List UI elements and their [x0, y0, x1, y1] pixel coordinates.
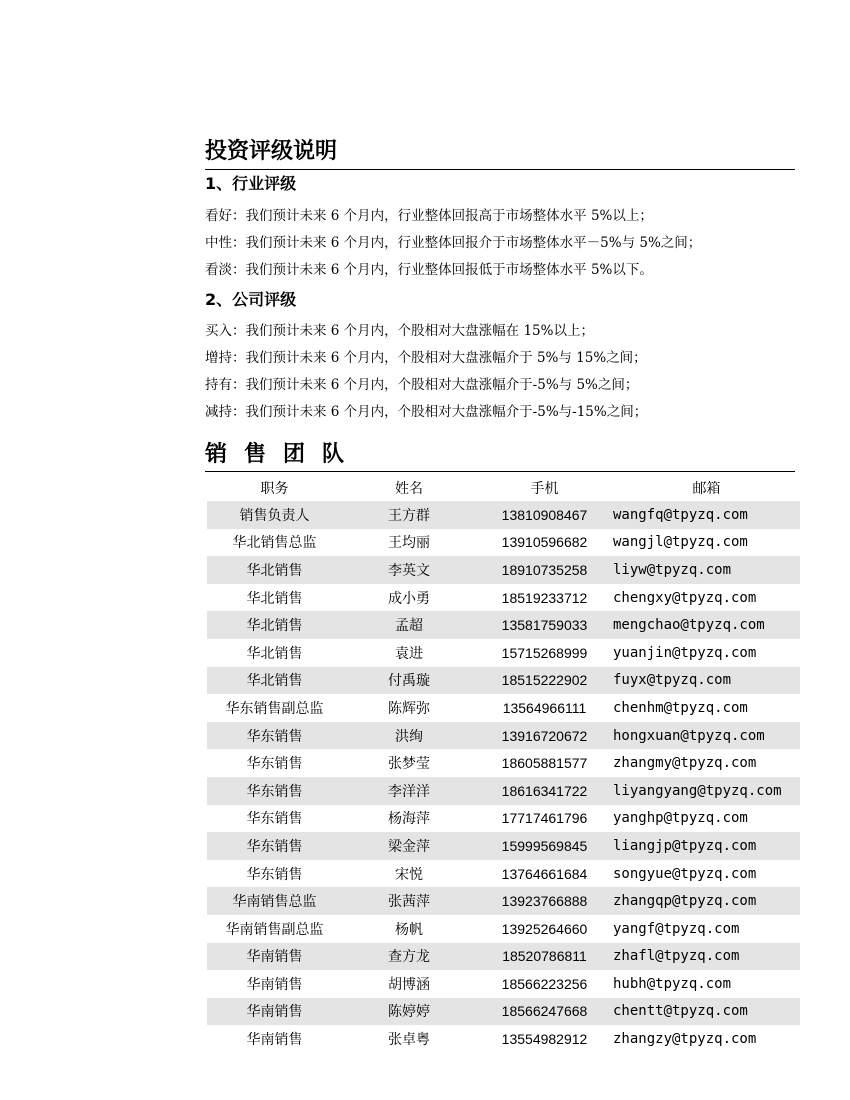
role-cell: 华北销售总监	[232, 535, 317, 552]
industry-rating-heading: 1、行业评级	[205, 174, 297, 193]
phone-cell: 13581759033	[476, 611, 613, 639]
table-row	[207, 1025, 800, 1053]
company-rating-line: 买入：我们预计未来 6 个月内，个股相对大盘涨幅在 15%以上；	[205, 323, 594, 339]
table-row	[207, 584, 800, 612]
name-cell: 胡博涵	[388, 976, 430, 993]
table-row	[207, 998, 800, 1026]
role-cell: 华南销售	[207, 943, 342, 971]
table-header-row	[207, 475, 800, 501]
phone-cell: 13764661684	[501, 865, 588, 882]
name-cell: 王均丽	[388, 535, 430, 552]
table-row	[207, 832, 800, 860]
name-cell: 陈辉弥	[388, 700, 430, 717]
email-cell: chentt@tpyzq.com	[613, 998, 800, 1026]
email-cell: liangjp@tpyzq.com	[613, 832, 800, 860]
email-cell: yangf@tpyzq.com	[613, 920, 740, 937]
phone-cell: 13554982912	[501, 1031, 588, 1048]
email-cell: yuanjin@tpyzq.com	[613, 644, 757, 661]
role-cell: 华东销售	[246, 866, 303, 883]
phone-cell: 18519233712	[501, 589, 588, 606]
role-cell: 华北销售	[246, 590, 303, 607]
email-cell: zhafl@tpyzq.com	[613, 943, 800, 971]
name-cell: 张梦莹	[388, 756, 430, 773]
email-cell: chengxy@tpyzq.com	[613, 589, 757, 606]
name-cell: 张卓粤	[388, 1032, 430, 1049]
name-cell: 李英文	[342, 556, 476, 584]
company-rating-definitions	[205, 318, 647, 426]
email-cell: hubh@tpyzq.com	[613, 975, 732, 992]
phone-cell: 18910735258	[476, 556, 613, 584]
phone-cell: 15999569845	[476, 832, 613, 860]
table-row	[207, 529, 800, 557]
role-cell: 华南销售	[207, 998, 342, 1026]
header-role: 职务	[260, 481, 289, 497]
header-phone: 手机	[530, 481, 559, 497]
email-cell: zhangqp@tpyzq.com	[613, 887, 800, 915]
role-cell: 华北销售	[207, 667, 342, 695]
table-row	[207, 611, 800, 639]
title-divider	[205, 169, 795, 170]
name-cell: 张茜萍	[342, 887, 476, 915]
industry-rating-line: 中性：我们预计未来 6 个月内，行业整体回报介于市场整体水平－5%与 5%之间；	[205, 235, 702, 251]
header-name: 姓名	[395, 481, 423, 497]
phone-cell: 18616341722	[476, 777, 613, 805]
role-cell: 华东销售	[207, 722, 342, 750]
table-row	[207, 887, 800, 915]
phone-cell: 13810908467	[476, 501, 613, 529]
role-cell: 华南销售副总监	[225, 921, 324, 938]
table-row	[207, 860, 800, 888]
table-row	[207, 749, 800, 777]
email-cell: chenhm@tpyzq.com	[613, 699, 748, 716]
email-cell: liyangyang@tpyzq.com	[613, 777, 800, 805]
phone-cell: 13564966111	[502, 699, 587, 716]
sales-team-rows	[207, 501, 800, 1053]
table-row	[207, 639, 800, 667]
table-row	[207, 915, 800, 943]
table-row	[207, 943, 800, 971]
sales-team-title: 销售团队	[205, 442, 362, 467]
name-cell: 成小勇	[388, 590, 430, 607]
phone-cell: 17717461796	[501, 810, 588, 827]
name-cell: 付禹璇	[342, 667, 476, 695]
sales-team-table	[207, 475, 800, 1053]
table-row	[207, 667, 800, 695]
table-row	[207, 556, 800, 584]
role-cell: 华北销售	[207, 556, 342, 584]
role-cell: 华南销售	[246, 1032, 303, 1049]
name-cell: 孟超	[342, 611, 476, 639]
table-row	[207, 805, 800, 833]
phone-cell: 18605881577	[501, 755, 588, 772]
phone-cell: 13916720672	[476, 722, 613, 750]
email-cell: liyw@tpyzq.com	[613, 556, 800, 584]
email-cell: wangjl@tpyzq.com	[613, 534, 748, 551]
name-cell: 宋悦	[395, 866, 423, 883]
industry-rating-line: 看好：我们预计未来 6 个月内，行业整体回报高于市场整体水平 5%以上；	[205, 208, 653, 224]
company-rating-line: 增持：我们预计未来 6 个月内，个股相对大盘涨幅介于 5%与 15%之间；	[205, 350, 647, 366]
company-rating-line: 减持：我们预计未来 6 个月内，个股相对大盘涨幅介于-5%与-15%之间；	[205, 404, 648, 420]
email-cell: fuyx@tpyzq.com	[613, 667, 800, 695]
name-cell: 袁进	[395, 645, 423, 662]
name-cell: 梁金萍	[342, 832, 476, 860]
table-row	[207, 970, 800, 998]
name-cell: 杨帆	[395, 921, 423, 938]
phone-cell: 15715268999	[501, 644, 588, 661]
email-cell: zhangmy@tpyzq.com	[613, 755, 757, 772]
role-cell: 华东销售	[207, 832, 342, 860]
phone-cell: 13923766888	[476, 887, 613, 915]
phone-cell: 18515222902	[476, 667, 613, 695]
email-cell: wangfq@tpyzq.com	[613, 501, 800, 529]
role-cell: 华东销售副总监	[225, 700, 324, 717]
role-cell: 华东销售	[246, 811, 303, 828]
phone-cell: 18520786811	[476, 943, 613, 971]
email-cell: zhangzy@tpyzq.com	[613, 1031, 757, 1048]
rating-section-title: 投资评级说明	[205, 139, 338, 164]
role-cell: 华东销售	[246, 756, 303, 773]
name-cell: 查方龙	[342, 943, 476, 971]
company-rating-heading: 2、公司评级	[205, 290, 297, 309]
phone-cell: 18566247668	[476, 998, 613, 1026]
role-cell: 华南销售	[246, 976, 303, 993]
role-cell: 销售负责人	[207, 501, 342, 529]
name-cell: 洪绚	[342, 722, 476, 750]
team-divider	[205, 471, 795, 472]
email-cell: songyue@tpyzq.com	[613, 865, 757, 882]
phone-cell: 13910596682	[501, 534, 588, 551]
table-row	[207, 777, 800, 805]
industry-rating-line: 看淡：我们预计未来 6 个月内，行业整体回报低于市场整体水平 5%以下。	[205, 262, 653, 278]
role-cell: 华南销售总监	[207, 887, 342, 915]
name-cell: 王方群	[342, 501, 476, 529]
email-cell: yanghp@tpyzq.com	[613, 810, 748, 827]
table-row	[207, 694, 800, 722]
email-cell: mengchao@tpyzq.com	[613, 611, 800, 639]
table-row	[207, 722, 800, 750]
email-cell: hongxuan@tpyzq.com	[613, 722, 800, 750]
name-cell: 杨海萍	[388, 811, 430, 828]
company-rating-line: 持有：我们预计未来 6 个月内，个股相对大盘涨幅介于-5%与 5%之间；	[205, 377, 639, 393]
industry-rating-definitions	[205, 203, 701, 284]
phone-cell: 18566223256	[501, 975, 588, 992]
role-cell: 华东销售	[207, 777, 342, 805]
table-row	[207, 501, 800, 529]
role-cell: 华北销售	[207, 611, 342, 639]
name-cell: 陈婷婷	[342, 998, 476, 1026]
role-cell: 华北销售	[246, 645, 303, 662]
name-cell: 李洋洋	[342, 777, 476, 805]
phone-cell: 13925264660	[501, 920, 588, 937]
header-email: 邮箱	[692, 481, 721, 497]
